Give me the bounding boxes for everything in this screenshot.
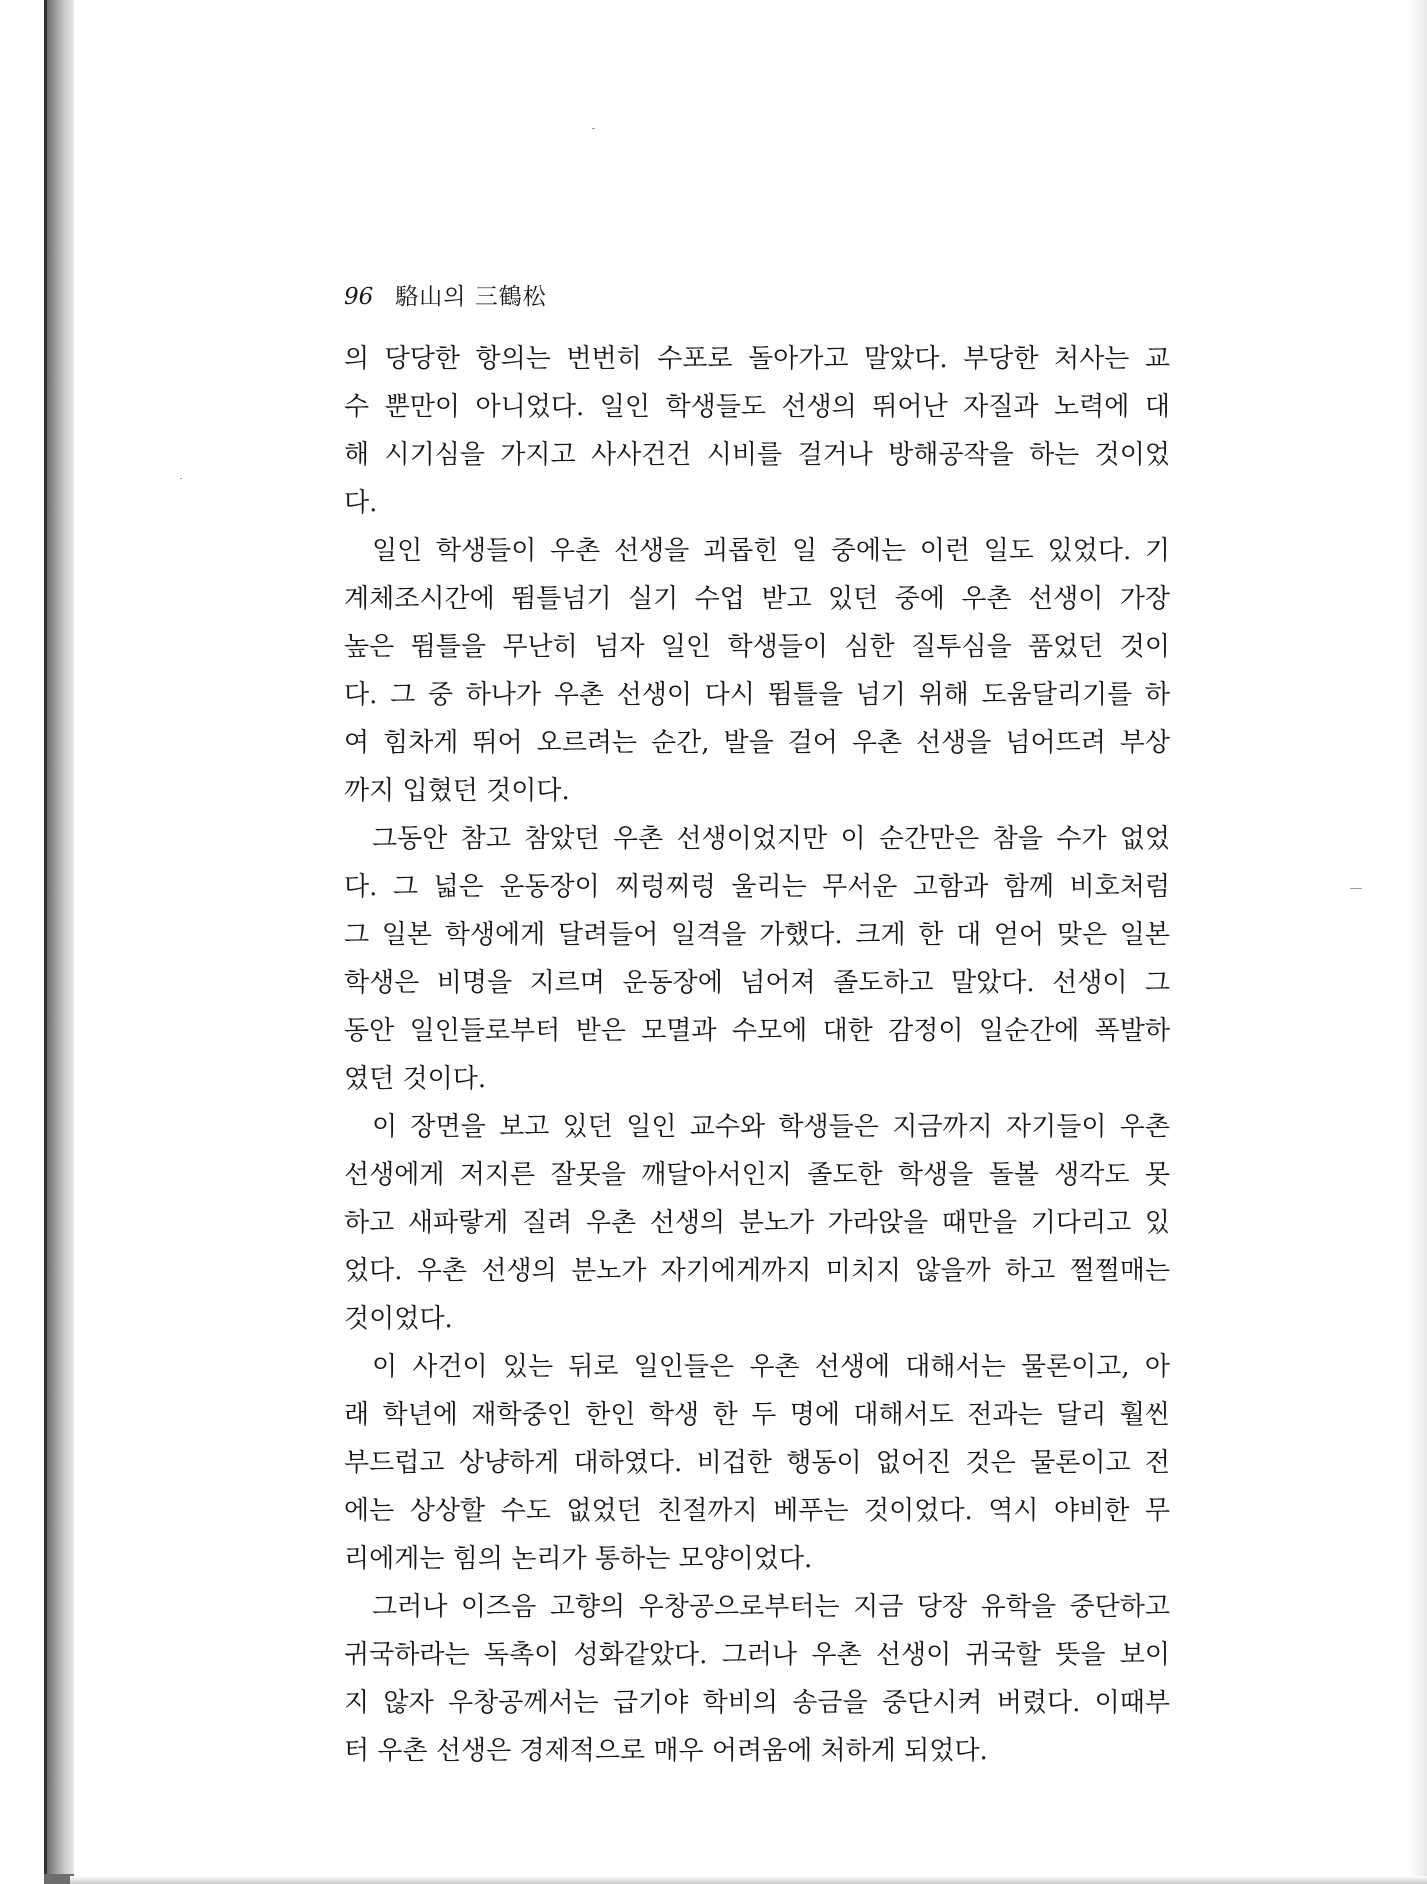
text-line: 그 일본 학생에게 달려들어 일격을 가했다. 크게 한 대 얻어 맞은 일본 (344, 920, 1170, 950)
text-line: 까지 입혔던 것이다. (344, 776, 570, 806)
paragraph-first-line: 일인 학생들이 우촌 선생을 괴롭힌 일 중에는 이런 일도 있었다. 기 (372, 536, 1170, 566)
page-right-edge (1407, 0, 1427, 1884)
paragraph-first-line: 이 사건이 있는 뒤로 일인들은 우촌 선생에 대해서는 물론이고, 아 (372, 1352, 1170, 1382)
text-line: 터 우촌 선생은 경제적으로 매우 어려움에 처하게 되었다. (344, 1736, 988, 1766)
scan-speck (1350, 888, 1362, 889)
scan-speck (180, 478, 182, 479)
text-line: 것이었다. (344, 1304, 453, 1334)
page-bottom-shadow (70, 1876, 1427, 1884)
text-line: 였던 것이다. (344, 1064, 487, 1094)
text-line: 하고 새파랗게 질려 우촌 선생의 분노가 가라앉을 때만을 기다리고 있 (344, 1208, 1170, 1238)
text-line: 동안 일인들로부터 받은 모멸과 수모에 대한 감정이 일순간에 폭발하 (344, 1016, 1170, 1046)
text-line: 높은 뜀틀을 무난히 넘자 일인 학생들이 심한 질투심을 품었던 것이 (344, 632, 1170, 662)
text-line: 의 당당한 항의는 번번히 수포로 돌아가고 말았다. 부당한 처사는 교 (344, 344, 1170, 374)
text-line: 지 않자 우창공께서는 급기야 학비의 송금을 중단시켜 버렸다. 이때부 (344, 1688, 1170, 1718)
page-number: 96 (344, 284, 374, 310)
text-line: 었다. 우촌 선생의 분노가 자기에게까지 미치지 않을까 하고 쩔쩔매는 (344, 1256, 1170, 1286)
text-line: 다. 그 중 하나가 우촌 선생이 다시 뜀틀을 넘기 위해 도움달리기를 하 (344, 680, 1170, 710)
text-line: 여 힘차게 뛰어 오르려는 순간, 발을 걸어 우촌 선생을 넘어뜨려 부상 (344, 728, 1170, 758)
text-line: 리에게는 힘의 논리가 통하는 모양이었다. (344, 1544, 813, 1574)
text-line: 부드럽고 상냥하게 대하였다. 비겁한 행동이 없어진 것은 물론이고 전 (344, 1448, 1170, 1478)
scan-speck (592, 128, 595, 129)
text-line: 다. (344, 488, 378, 518)
paragraph-first-line: 그러나 이즈음 고향의 우창공으로부터는 지금 당장 유학을 중단하고 (372, 1592, 1170, 1622)
book-title: 駱山의 三鶴松 (395, 284, 547, 310)
text-line: 다. 그 넓은 운동장이 찌렁찌렁 울리는 무서운 고함과 함께 비호처럼 (344, 872, 1170, 902)
paragraph-first-line: 이 장면을 보고 있던 일인 교수와 학생들은 지금까지 자기들이 우촌 (372, 1112, 1170, 1142)
text-line: 해 시기심을 가지고 사사건건 시비를 걸거나 방해공작을 하는 것이었 (344, 440, 1170, 470)
text-line: 래 학년에 재학중인 한인 학생 한 두 명에 대해서도 전과는 달리 훨씬 (344, 1400, 1170, 1430)
text-line: 수 뿐만이 아니었다. 일인 학생들도 선생의 뛰어난 자질과 노력에 대 (344, 392, 1170, 422)
text-line: 계체조시간에 뜀틀넘기 실기 수업 받고 있던 중에 우촌 선생이 가장 (344, 584, 1170, 614)
text-line: 학생은 비명을 지르며 운동장에 넘어져 졸도하고 말았다. 선생이 그 (344, 968, 1170, 998)
paragraph-first-line: 그동안 참고 참았던 우촌 선생이었지만 이 순간만은 참을 수가 없었 (372, 824, 1170, 854)
page-stack-edge (44, 0, 74, 1884)
body-text (344, 335, 1170, 1775)
text-line: 에는 상상할 수도 없었던 친절까지 베푸는 것이었다. 역시 야비한 무 (344, 1496, 1170, 1526)
running-head (344, 278, 547, 314)
text-line: 귀국하라는 독촉이 성화같았다. 그러나 우촌 선생이 귀국할 뜻을 보이 (344, 1640, 1170, 1670)
text-line: 선생에게 저지른 잘못을 깨달아서인지 졸도한 학생을 돌볼 생각도 못 (344, 1160, 1170, 1190)
